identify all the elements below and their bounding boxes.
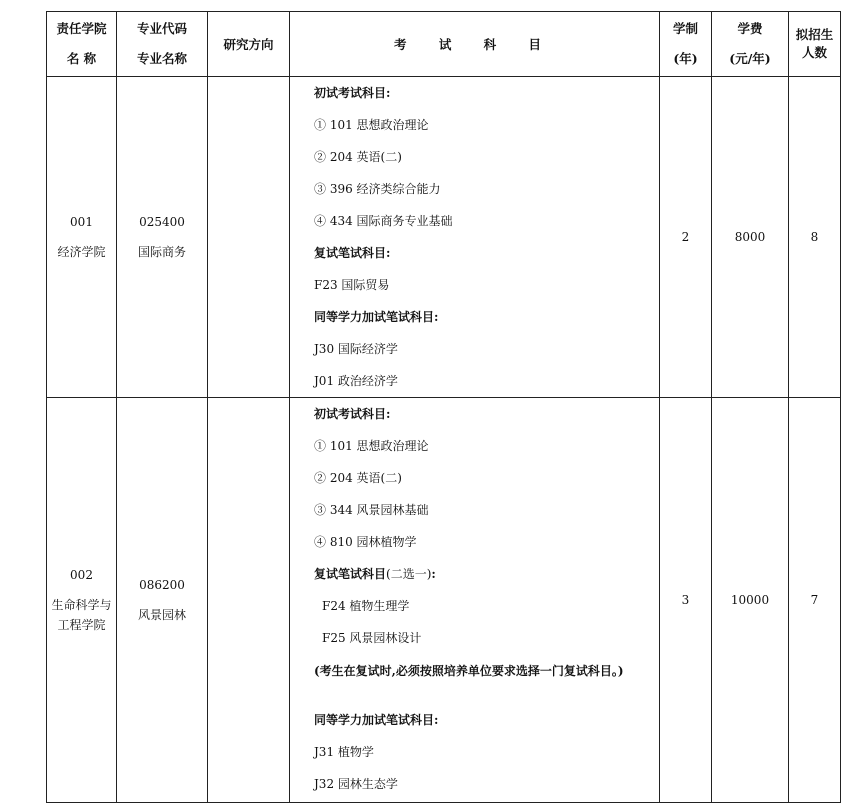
direction-cell	[208, 398, 290, 803]
admissions-table	[46, 11, 841, 803]
initial-title: 初试考试科目:	[314, 86, 391, 100]
header-subjects: 考 试 科 目	[290, 12, 660, 77]
list-item: J30 国际经济学	[314, 342, 398, 356]
quota-cell: 7	[789, 398, 841, 803]
retest-title: 复试笔试科目:	[314, 246, 391, 260]
list-item: ④ 810 园林植物学	[314, 535, 417, 549]
list-item: J01 政治经济学	[314, 374, 398, 388]
header-quota: 拟招生 人数	[789, 12, 841, 77]
equal-title: 同等学力加试笔试科目:	[314, 310, 439, 324]
list-item: ① 101 思想政治理论	[314, 118, 429, 132]
college-cell: 001 经济学院	[47, 77, 117, 398]
duration-cell: 2	[660, 77, 712, 398]
list-item: F23 国际贸易	[314, 278, 390, 292]
list-item: J32 园林生态学	[314, 777, 398, 791]
retest-title: 复试笔试科目(二选一):	[314, 567, 436, 581]
subjects-cell	[290, 77, 660, 398]
list-item: ③ 344 风景园林基础	[314, 503, 429, 517]
header-fee: 学费 (元/年)	[712, 12, 789, 77]
fee-cell: 10000	[712, 398, 789, 803]
direction-cell	[208, 77, 290, 398]
list-item: ① 101 思想政治理论	[314, 439, 429, 453]
major-cell: 025400 国际商务	[117, 77, 208, 398]
list-item: ④ 434 国际商务专业基础	[314, 214, 453, 228]
list-item: J31 植物学	[314, 745, 374, 759]
header-direction: 研究方向	[208, 12, 290, 77]
duration-cell: 3	[660, 398, 712, 803]
list-item: ② 204 英语(二)	[314, 471, 402, 485]
college-cell: 002 生命科学与 工程学院	[47, 398, 117, 803]
quota-cell: 8	[789, 77, 841, 398]
list-item: F25 风景园林设计	[322, 631, 422, 645]
initial-title: 初试考试科目:	[314, 407, 391, 421]
header-row	[47, 12, 841, 77]
header-duration: 学制 (年)	[660, 12, 712, 77]
retest-note: (考生在复试时,必须按照培养单位要求选择一门复试科目。)	[314, 664, 624, 678]
fee-cell: 8000	[712, 77, 789, 398]
list-item: ③ 396 经济类综合能力	[314, 182, 441, 196]
major-cell: 086200 风景园林	[117, 398, 208, 803]
header-college: 责任学院 名 称	[47, 12, 117, 77]
header-major: 专业代码 专业名称	[117, 12, 208, 77]
table-row	[47, 77, 841, 398]
list-item: ② 204 英语(二)	[314, 150, 402, 164]
subjects-cell	[290, 398, 660, 803]
equal-title: 同等学力加试笔试科目:	[314, 713, 439, 727]
list-item: F24 植物生理学	[322, 599, 410, 613]
table-row	[47, 398, 841, 803]
